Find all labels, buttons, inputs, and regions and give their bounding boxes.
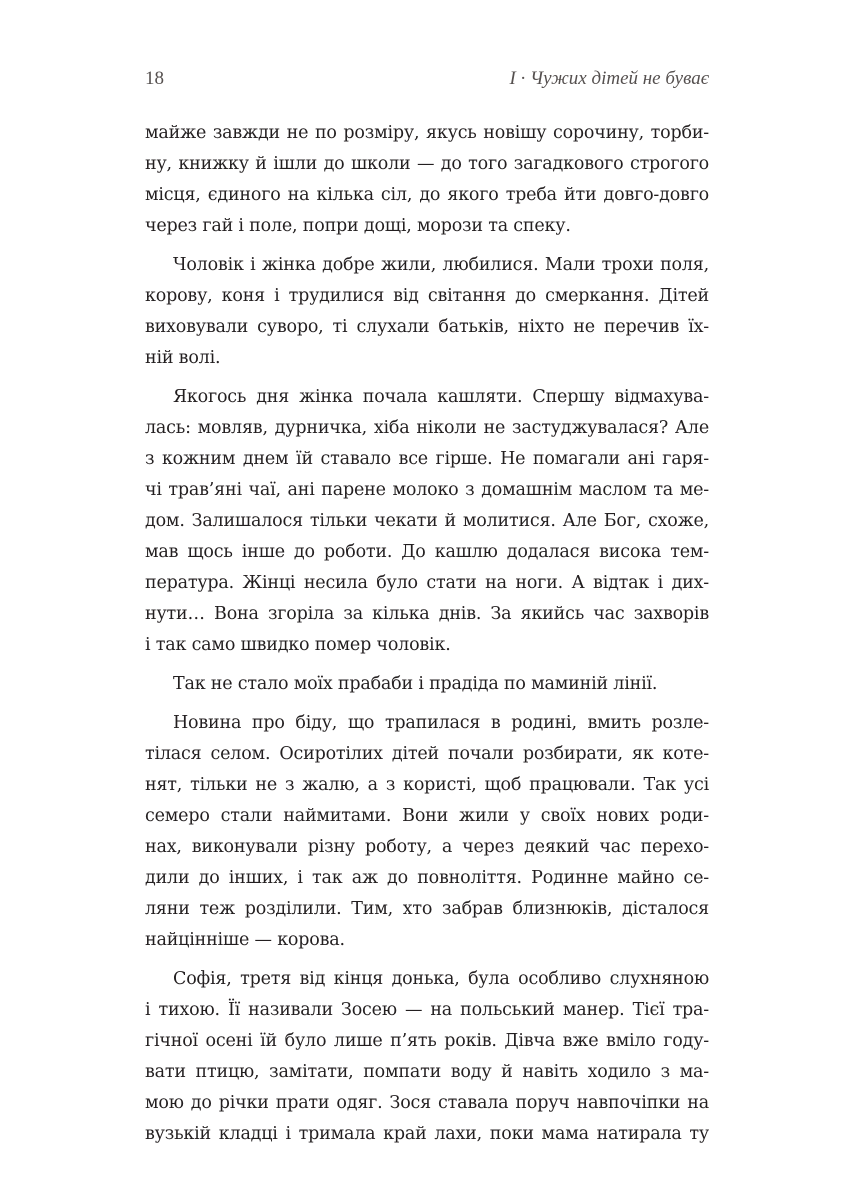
- text-line: семеро стали наймитами. Вони жили у своїх нових роди-: [145, 806, 709, 826]
- paragraph: [145, 964, 709, 1150]
- text-line: мою до річки прати одяг. Зося ставала поруч навпочіпки на: [145, 1093, 709, 1113]
- body-text: [145, 118, 709, 1158]
- text-line: нах, виконували різну роботу, а через деякий час перехо-: [145, 837, 709, 857]
- text-line: і так само швидко помер чоловік.: [145, 635, 451, 655]
- paragraph: [145, 250, 709, 374]
- text-line: пература. Жінці несила було стати на ноги. А відтак і дих-: [145, 573, 709, 593]
- text-line: місця, єдиного на кілька сіл, до якого треба йти довго-довго: [145, 185, 709, 205]
- paragraph: [145, 118, 709, 242]
- paragraph: [145, 382, 709, 661]
- text-line: дом. Залишалося тільки чекати й молитися. Але Бог, схоже,: [145, 511, 709, 531]
- text-line: вати птицю, замітати, помпати воду й навіть ходило з ма-: [145, 1062, 709, 1082]
- text-line: ній волі.: [145, 348, 221, 368]
- text-line: Чоловік і жінка добре жили, любилися. Мали трохи поля,: [173, 255, 709, 275]
- text-line: найцінніше — корова.: [145, 930, 345, 950]
- text-line: тілася селом. Осиротілих дітей почали розбирати, як коте-: [145, 744, 709, 764]
- text-line: лась: мовляв, дурничка, хіба ніколи не застуджувалася? Але: [145, 418, 709, 438]
- text-line: Софія, третя від кінця донька, була особливо слухняною: [173, 969, 709, 989]
- text-line: нят, тільки не з жалю, а з користі, щоб працювали. Так усі: [145, 775, 709, 795]
- text-line: дили до інших, і так аж до повноліття. Родинне майно се-: [145, 868, 709, 888]
- text-line: корову, коня і трудилися від світання до смеркання. Дітей: [145, 286, 709, 306]
- text-line: нути… Вона згоріла за кілька днів. За якийсь час захворів: [145, 604, 709, 624]
- text-line: через гай і поле, попри дощі, морози та спеку.: [145, 216, 571, 236]
- text-line: майже завжди не по розміру, якусь новішу сорочину, торби-: [145, 123, 709, 143]
- text-line: чі трав’яні чаї, ані парене молоко з домашнім маслом та ме-: [145, 480, 709, 500]
- text-line: ну, книжку й ішли до школи — до того загадкового строгого: [145, 154, 709, 174]
- page-header: [145, 68, 709, 96]
- paragraph: [145, 708, 709, 956]
- text-line: виховували суворо, ті слухали батьків, ніхто не перечив їх-: [145, 317, 709, 337]
- text-line: вузькій кладці і тримала край лахи, поки мама натирала ту: [145, 1124, 709, 1144]
- paragraph: [145, 669, 709, 700]
- page-number: 18: [145, 68, 164, 89]
- text-line: гічної осені їй було лише п’ять років. Дівча вже вміло году-: [145, 1031, 709, 1051]
- text-line: Так не стало моїх прабаби і прадіда по маминій лінії.: [173, 674, 658, 694]
- text-line: мав щось інше до роботи. До кашлю додалася висока тем-: [145, 542, 709, 562]
- running-head: І · Чужих дітей не буває: [509, 68, 709, 89]
- text-line: ляни теж розділили. Тим, хто забрав близнюків, дісталося: [145, 899, 709, 919]
- text-line: і тихою. Її називали Зосею — на польський манер. Тієї тра-: [145, 1000, 709, 1020]
- text-line: з кожним днем їй ставало все гірше. Не помагали ані гаря-: [145, 449, 709, 469]
- text-line: Якогось дня жінка почала кашляти. Спершу відмахува-: [173, 387, 709, 407]
- text-line: Новина про біду, що трапилася в родині, вмить розле-: [173, 713, 709, 733]
